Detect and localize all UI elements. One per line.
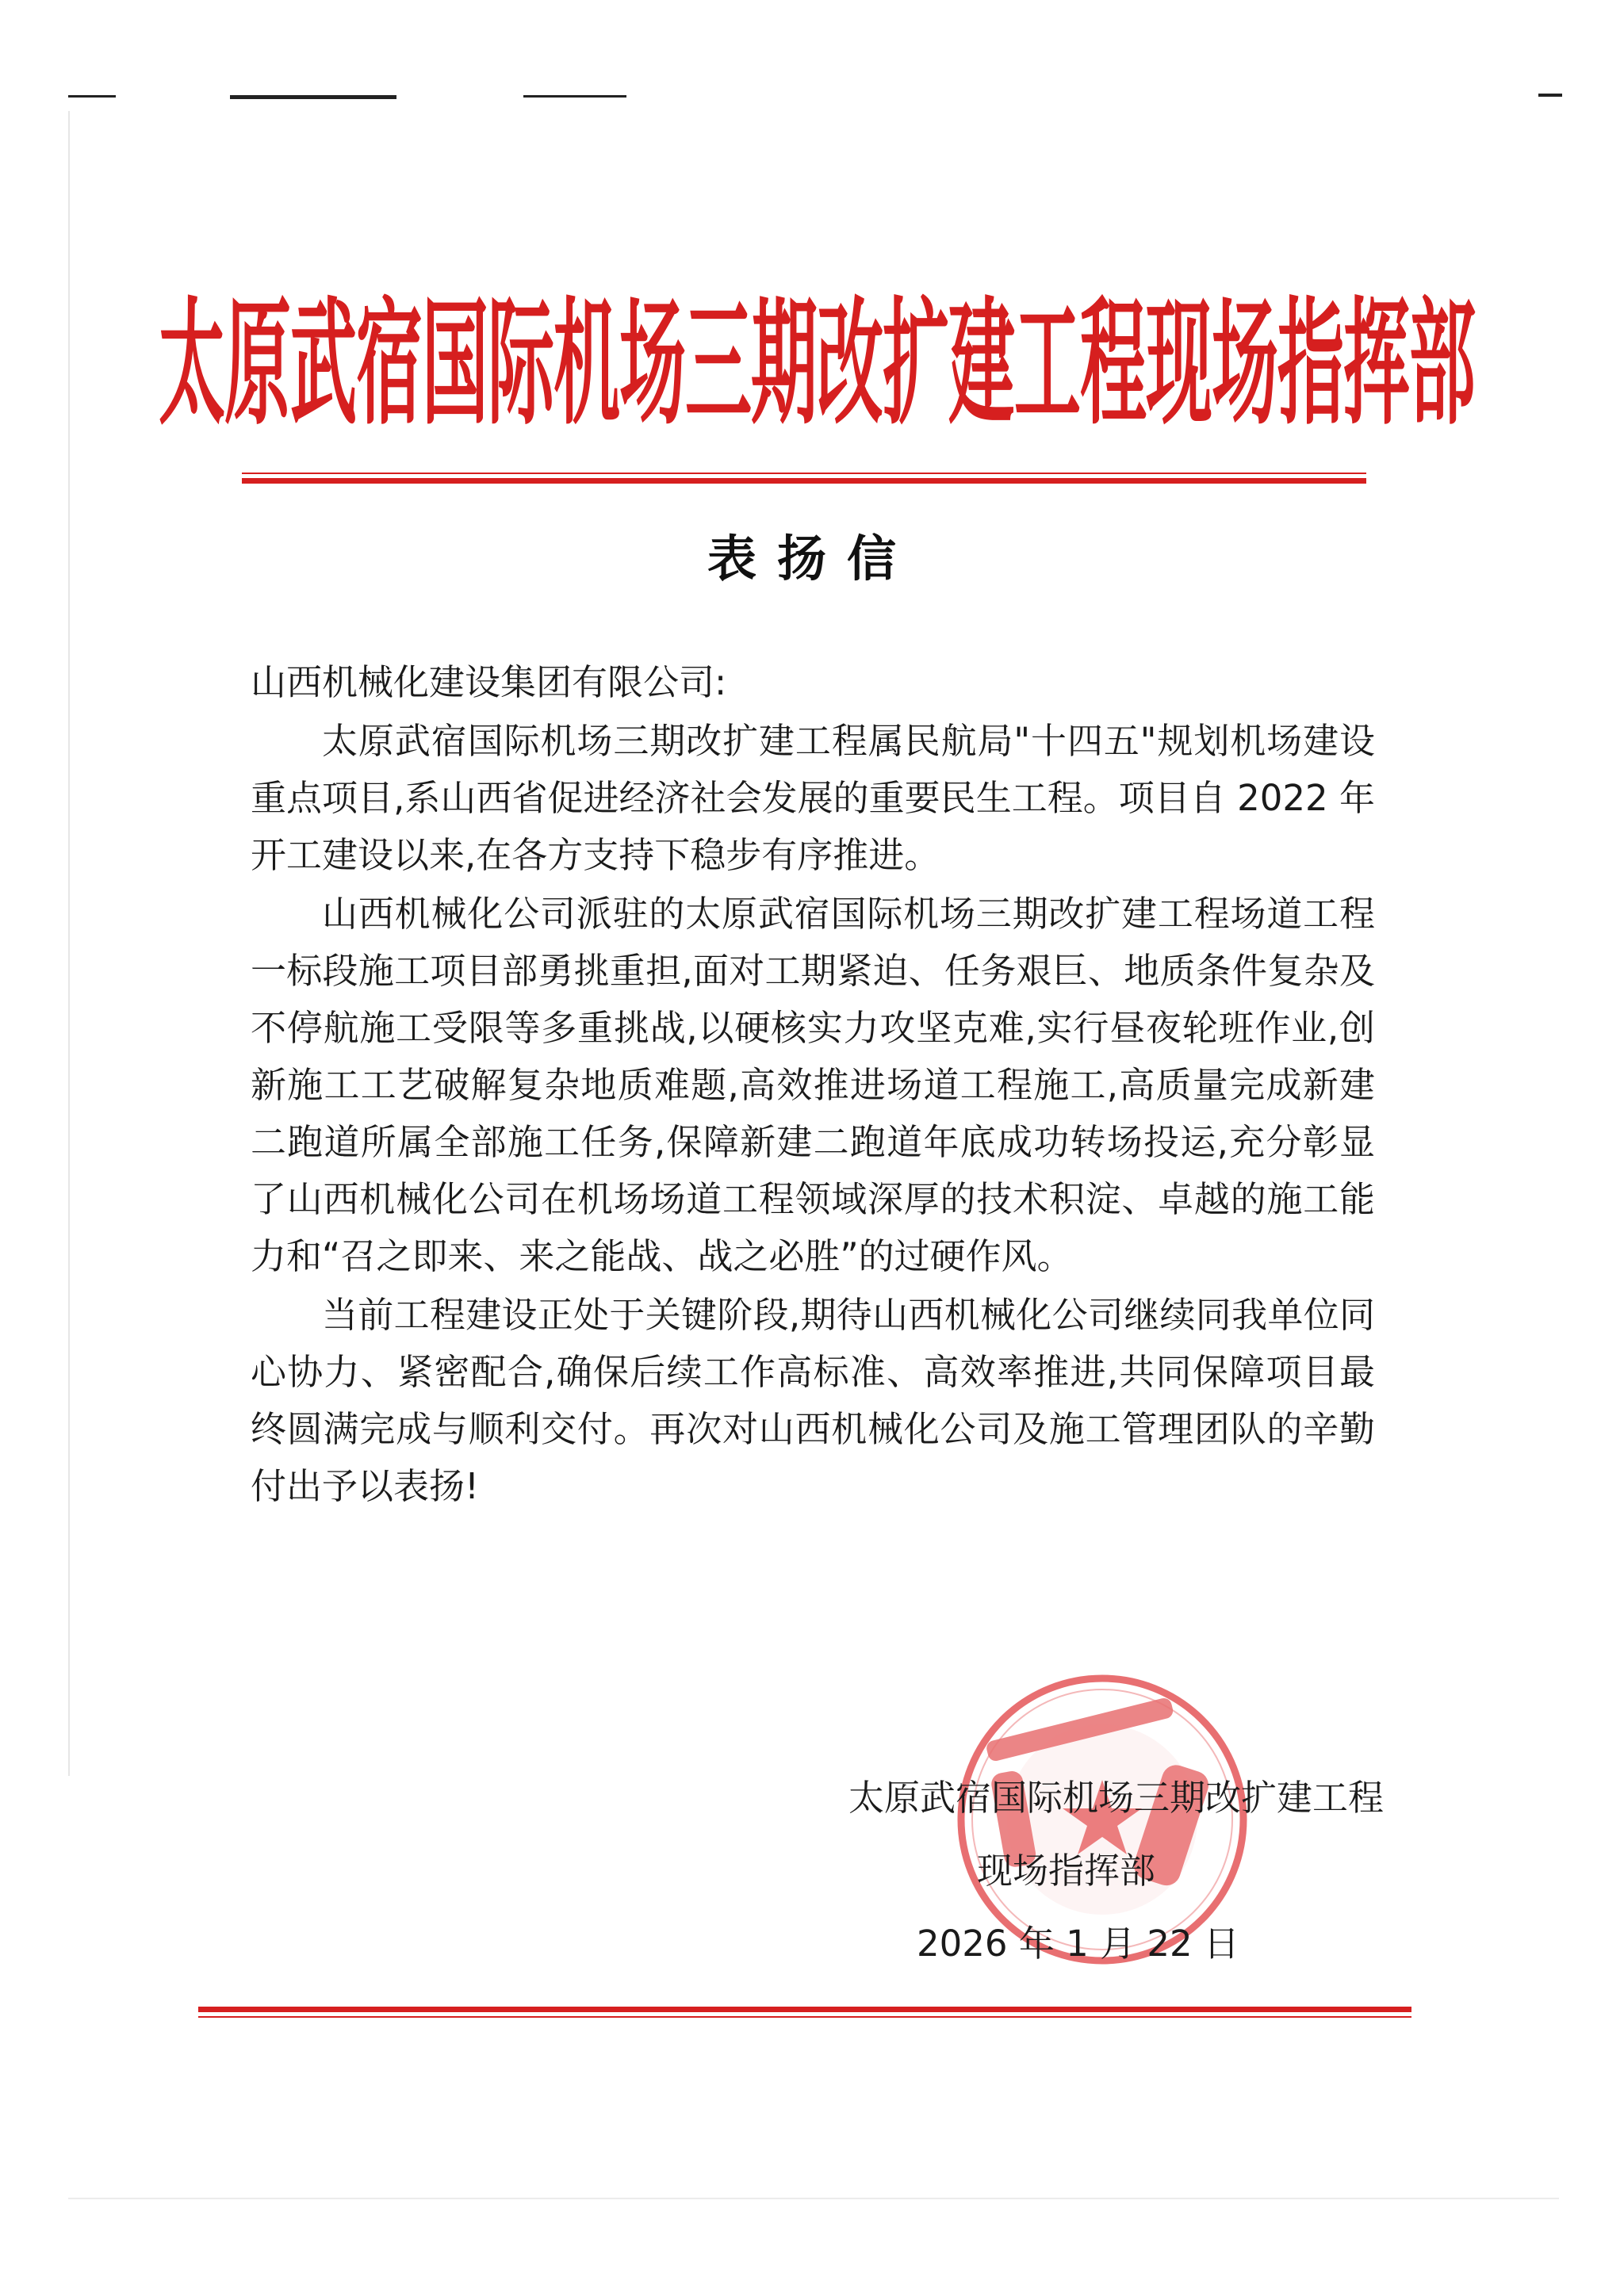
scan-side-edge <box>68 111 70 1776</box>
paragraph-2: 山西机械化公司派驻的太原武宿国际机场三期改扩建工程场道工程一标段施工项目部勇挑重担,面对工期紧迫、任务艰巨、地质条件复杂及不停航施工受限等多重挑战,以硬核实力攻坚克难,实行昼夜轮班作业,创新施工工艺破解复杂地质难题,高效推进场道工程施工,高质量完成新建二跑道所属全部施工任务,保障新建二跑道年底成功转场投运,充分彰显了山西机械化公司在机场场道工程领域深厚的技术积淀、卓越的施工能力和“召之即来、来之能战、战之必胜”的过硬作风。 <box>251 893 1375 1277</box>
scan-edge-mark <box>68 95 116 98</box>
scan-bottom-edge <box>68 2198 1559 2199</box>
rule-thick-line <box>242 478 1366 484</box>
letterhead-text: 太原武宿国际机场三期改扩建工程现场指挥部 <box>159 283 1476 443</box>
page-title: 表扬信 <box>707 530 917 587</box>
signature-date: 2026 年 1 月 22 日 <box>917 1923 1239 1965</box>
letterhead-rule <box>242 473 1366 484</box>
signature-org-line1: 太原武宿国际机场三期改扩建工程 <box>848 1777 1384 1819</box>
rule-thick-line <box>198 2007 1411 2012</box>
salutation: 山西机械化建设集团有限公司: <box>251 661 727 703</box>
footer-rule <box>198 2007 1411 2018</box>
paragraph-3: 当前工程建设正处于关键阶段,期待山西机械化公司继续同我单位同心协力、紧密配合,确保后续工作高标准、高效率推进,共同保障项目最终圆满完成与顺利交付。再次对山西机械化公司及施工管理团队的辛勤付出予以表扬! <box>251 1294 1375 1507</box>
signature-block <box>761 1762 1396 1980</box>
scan-edge-mark <box>523 95 626 98</box>
scan-edge-mark <box>1538 94 1562 97</box>
letterhead-org-name <box>159 262 1476 444</box>
signature-org-line2: 现场指挥部 <box>977 1850 1156 1892</box>
scan-edge-mark <box>230 95 396 99</box>
rule-thin-line <box>198 2016 1411 2018</box>
letter-body <box>251 654 1375 1515</box>
paragraph-1: 太原武宿国际机场三期改扩建工程属民航局"十四五"规划机场建设重点项目,系山西省促进经济社会发展的重要民生工程。项目自 2022 年开工建设以来,在各方支持下稳步有序推进。 <box>251 720 1375 876</box>
